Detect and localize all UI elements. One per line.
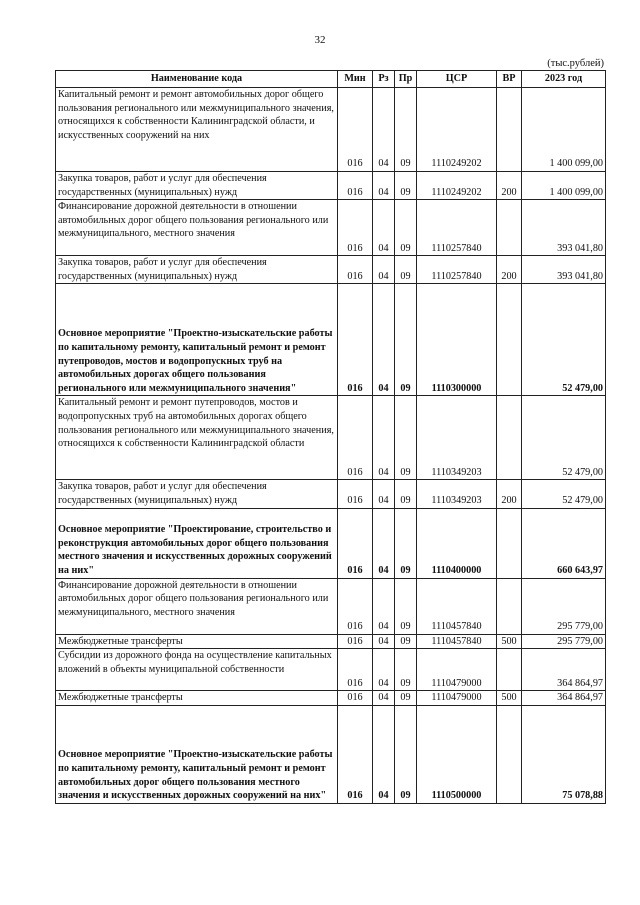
- cell-rz: 04: [373, 172, 395, 200]
- cell-min: 016: [338, 480, 373, 508]
- cell-pr: 09: [395, 508, 417, 578]
- cell-rz: 04: [373, 88, 395, 172]
- cell-min: 016: [338, 691, 373, 706]
- table-row: [56, 649, 606, 691]
- cell-min: 016: [338, 578, 373, 634]
- cell-pr: 09: [395, 256, 417, 284]
- cell-csr: 1110457840: [417, 578, 497, 634]
- cell-name: Финансирование дорожной деятельности в отношении автомобильных дорог общего пользования регионального или межмуниципального, местного значения: [56, 578, 338, 634]
- cell-pr: 09: [395, 578, 417, 634]
- budget-table: [55, 70, 606, 804]
- cell-vr: 200: [497, 480, 522, 508]
- cell-csr: 1110257840: [417, 256, 497, 284]
- cell-pr: 09: [395, 396, 417, 480]
- cell-amount: 52 479,00: [522, 284, 606, 396]
- cell-amount: 295 779,00: [522, 634, 606, 649]
- table-row: [56, 634, 606, 649]
- cell-rz: 04: [373, 578, 395, 634]
- cell-amount: 295 779,00: [522, 578, 606, 634]
- cell-name: Основное мероприятие "Проектно-изыскательские работы по капитальному ремонту, капитальный ремонт и ремонт автомобильных дорог общего пользования местного значения и искусственных дорожных сооружений на них": [56, 705, 338, 803]
- cell-name: Основное мероприятие "Проектно-изыскательские работы по капитальному ремонту, капитальный ремонт и ремонт путепроводов, мостов и водопропускных труб на автомобильных дорогах общего пользования регионального или межмуниципального значения": [56, 284, 338, 396]
- cell-vr: [497, 705, 522, 803]
- cell-vr: 500: [497, 691, 522, 706]
- cell-csr: 1110479000: [417, 649, 497, 691]
- cell-pr: 09: [395, 705, 417, 803]
- table-row: [56, 88, 606, 172]
- cell-pr: 09: [395, 691, 417, 706]
- cell-rz: 04: [373, 200, 395, 256]
- cell-csr: 1110257840: [417, 200, 497, 256]
- table-row: [56, 172, 606, 200]
- units-label: (тыс.рублей): [547, 58, 604, 69]
- cell-amount: 660 643,97: [522, 508, 606, 578]
- header-csr: ЦСР: [417, 71, 497, 88]
- table-row: [56, 396, 606, 480]
- cell-vr: [497, 578, 522, 634]
- cell-csr: 1110300000: [417, 284, 497, 396]
- cell-csr: 1110457840: [417, 634, 497, 649]
- cell-vr: [497, 396, 522, 480]
- cell-amount: 393 041,80: [522, 200, 606, 256]
- cell-min: 016: [338, 396, 373, 480]
- cell-rz: 04: [373, 508, 395, 578]
- cell-min: 016: [338, 256, 373, 284]
- cell-name: Закупка товаров, работ и услуг для обеспечения государственных (муниципальных) нужд: [56, 256, 338, 284]
- cell-name: Межбюджетные трансферты: [56, 634, 338, 649]
- cell-name: Капитальный ремонт и ремонт путепроводов, мостов и водопропускных труб на автомобильных дорогах общего пользования регионального или межмуниципального значения, относящихся к собственности Калининградской области: [56, 396, 338, 480]
- cell-vr: [497, 284, 522, 396]
- cell-vr: 200: [497, 172, 522, 200]
- cell-pr: 09: [395, 200, 417, 256]
- table-row: [56, 284, 606, 396]
- table-row: [56, 691, 606, 706]
- cell-rz: 04: [373, 396, 395, 480]
- cell-min: 016: [338, 284, 373, 396]
- cell-min: 016: [338, 172, 373, 200]
- cell-name: Закупка товаров, работ и услуг для обеспечения государственных (муниципальных) нужд: [56, 172, 338, 200]
- cell-min: 016: [338, 88, 373, 172]
- cell-name: Капитальный ремонт и ремонт автомобильных дорог общего пользования регионального или межмуниципального значения, относящихся к собственности Калининградской области, и искусственных сооружений на них: [56, 88, 338, 172]
- table-row: [56, 480, 606, 508]
- cell-pr: 09: [395, 284, 417, 396]
- table-row: [56, 200, 606, 256]
- cell-amount: 75 078,88: [522, 705, 606, 803]
- cell-amount: 393 041,80: [522, 256, 606, 284]
- table-row: [56, 578, 606, 634]
- cell-csr: 1110349203: [417, 480, 497, 508]
- header-vr: ВР: [497, 71, 522, 88]
- cell-csr: 1110349203: [417, 396, 497, 480]
- table-row: [56, 705, 606, 803]
- header-name: Наименование кода: [56, 71, 338, 88]
- cell-pr: 09: [395, 172, 417, 200]
- cell-name: Межбюджетные трансферты: [56, 691, 338, 706]
- cell-rz: 04: [373, 691, 395, 706]
- cell-amount: 364 864,97: [522, 649, 606, 691]
- header-rz: Рз: [373, 71, 395, 88]
- cell-vr: [497, 200, 522, 256]
- cell-rz: 04: [373, 256, 395, 284]
- cell-min: 016: [338, 200, 373, 256]
- cell-pr: 09: [395, 88, 417, 172]
- header-min: Мин: [338, 71, 373, 88]
- cell-amount: 52 479,00: [522, 480, 606, 508]
- cell-rz: 04: [373, 649, 395, 691]
- cell-vr: 200: [497, 256, 522, 284]
- page-number: 32: [314, 34, 326, 46]
- cell-min: 016: [338, 705, 373, 803]
- cell-vr: [497, 649, 522, 691]
- cell-rz: 04: [373, 705, 395, 803]
- cell-amount: 1 400 099,00: [522, 88, 606, 172]
- cell-vr: 500: [497, 634, 522, 649]
- cell-csr: 1110249202: [417, 88, 497, 172]
- table-row: [56, 508, 606, 578]
- cell-name: Основное мероприятие "Проектирование, строительство и реконструкция автомобильных дорог общего пользования местного значения и искусственных дорожных сооружений на них": [56, 508, 338, 578]
- cell-csr: 1110500000: [417, 705, 497, 803]
- table-row: [56, 256, 606, 284]
- cell-rz: 04: [373, 634, 395, 649]
- cell-rz: 04: [373, 284, 395, 396]
- cell-csr: 1110479000: [417, 691, 497, 706]
- table-header-row: [56, 71, 606, 88]
- cell-pr: 09: [395, 634, 417, 649]
- cell-name: Субсидии из дорожного фонда на осуществление капитальных вложений в объекты муниципальной собственности: [56, 649, 338, 691]
- cell-amount: 52 479,00: [522, 396, 606, 480]
- cell-min: 016: [338, 649, 373, 691]
- cell-min: 016: [338, 508, 373, 578]
- cell-pr: 09: [395, 649, 417, 691]
- cell-csr: 1110249202: [417, 172, 497, 200]
- header-year: 2023 год: [522, 71, 606, 88]
- cell-rz: 04: [373, 480, 395, 508]
- cell-csr: 1110400000: [417, 508, 497, 578]
- cell-name: Финансирование дорожной деятельности в отношении автомобильных дорог общего пользования регионального или межмуниципального, местного значения: [56, 200, 338, 256]
- cell-amount: 1 400 099,00: [522, 172, 606, 200]
- cell-pr: 09: [395, 480, 417, 508]
- table-body: [56, 88, 606, 804]
- cell-vr: [497, 508, 522, 578]
- cell-min: 016: [338, 634, 373, 649]
- header-pr: Пр: [395, 71, 417, 88]
- cell-vr: [497, 88, 522, 172]
- cell-name: Закупка товаров, работ и услуг для обеспечения государственных (муниципальных) нужд: [56, 480, 338, 508]
- cell-amount: 364 864,97: [522, 691, 606, 706]
